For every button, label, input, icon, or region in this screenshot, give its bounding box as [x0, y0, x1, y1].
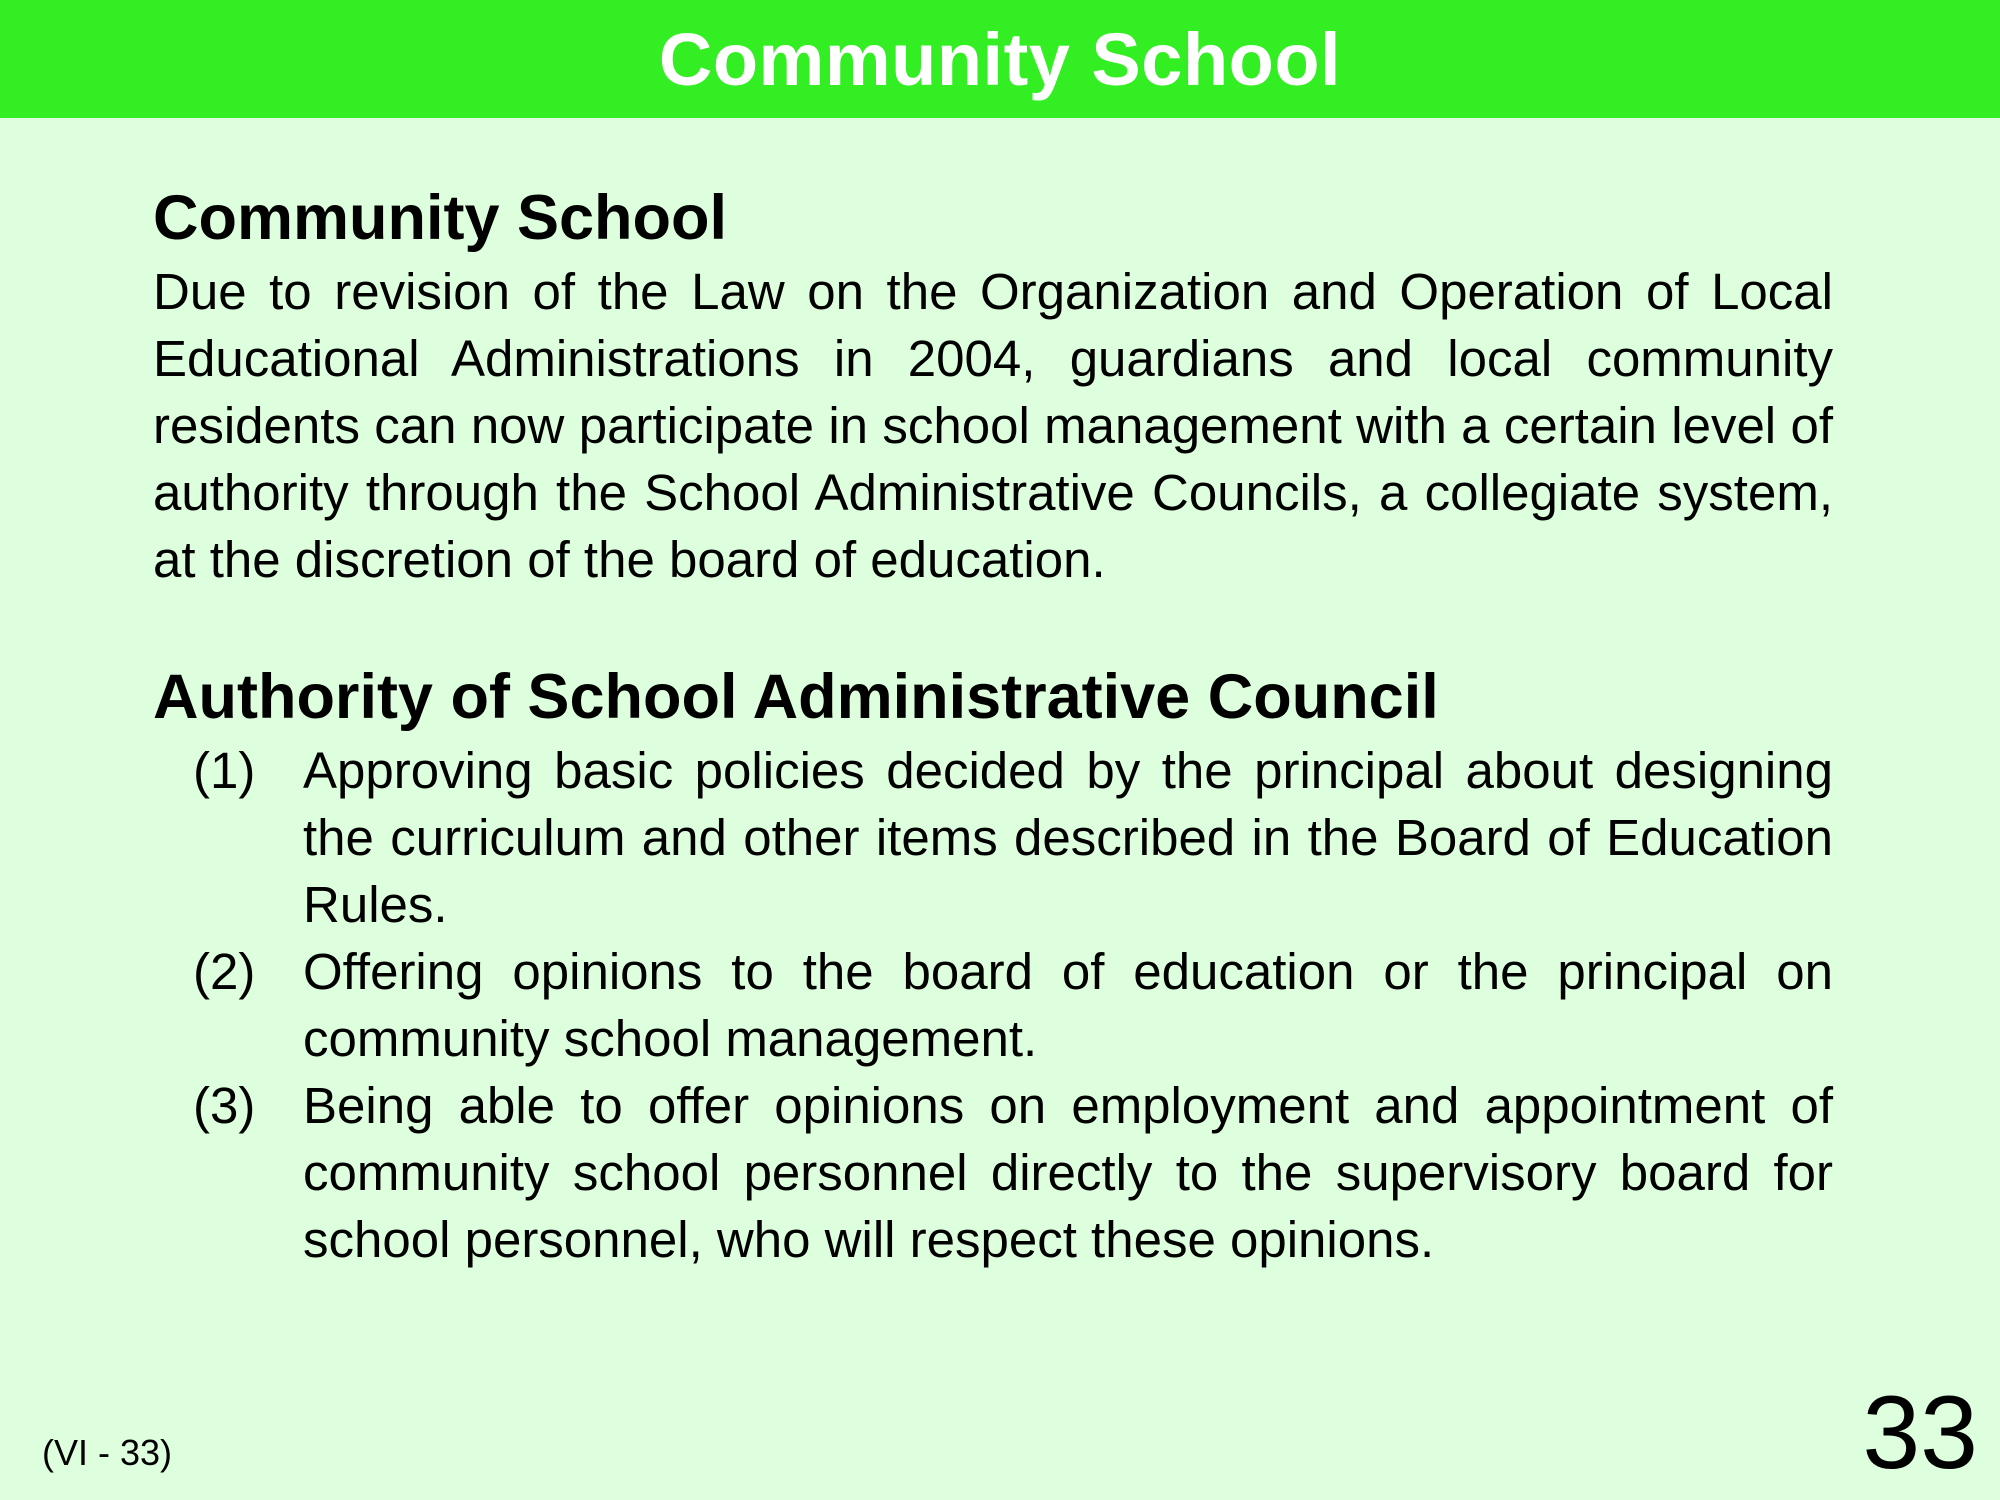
list-item-number: (3) — [193, 1077, 256, 1134]
section-heading-community-school: Community School — [153, 183, 728, 253]
slide-reference: (VI - 33) — [42, 1432, 173, 1473]
section-community-school — [153, 178, 1833, 593]
section-authority — [153, 657, 1833, 1273]
list-item-text: Being able to offer opinions on employment and appointment of community school personnel directly to the supervisory board for school personnel, who will respect these opinions. — [303, 1077, 1833, 1268]
list-item — [153, 737, 1833, 938]
title-bar — [0, 0, 2000, 118]
list-item-text: Offering opinions to the board of education or the principal on community school management. — [303, 943, 1833, 1067]
content-area — [153, 178, 1833, 1273]
list-item-number: (2) — [193, 943, 256, 1000]
page-title: Community School — [658, 17, 1342, 101]
section-heading-authority: Authority of School Administrative Council — [153, 662, 1439, 732]
authority-list — [153, 737, 1833, 1273]
list-item — [153, 938, 1833, 1072]
page-number: 33 — [1862, 1375, 1978, 1491]
list-item-text: Approving basic policies decided by the principal about designing the curriculum and other items described in the Board of Education Rules. — [303, 742, 1833, 933]
list-item-number: (1) — [193, 742, 256, 799]
section-body-community-school: Due to revision of the Law on the Organization and Operation of Local Educational Administrations in 2004, guardians and local community residents can now participate in school management with a certain level of authority through the School Administrative Councils, a collegiate system, at the discretion of the board of education. — [153, 263, 1833, 588]
list-item — [153, 1072, 1833, 1273]
